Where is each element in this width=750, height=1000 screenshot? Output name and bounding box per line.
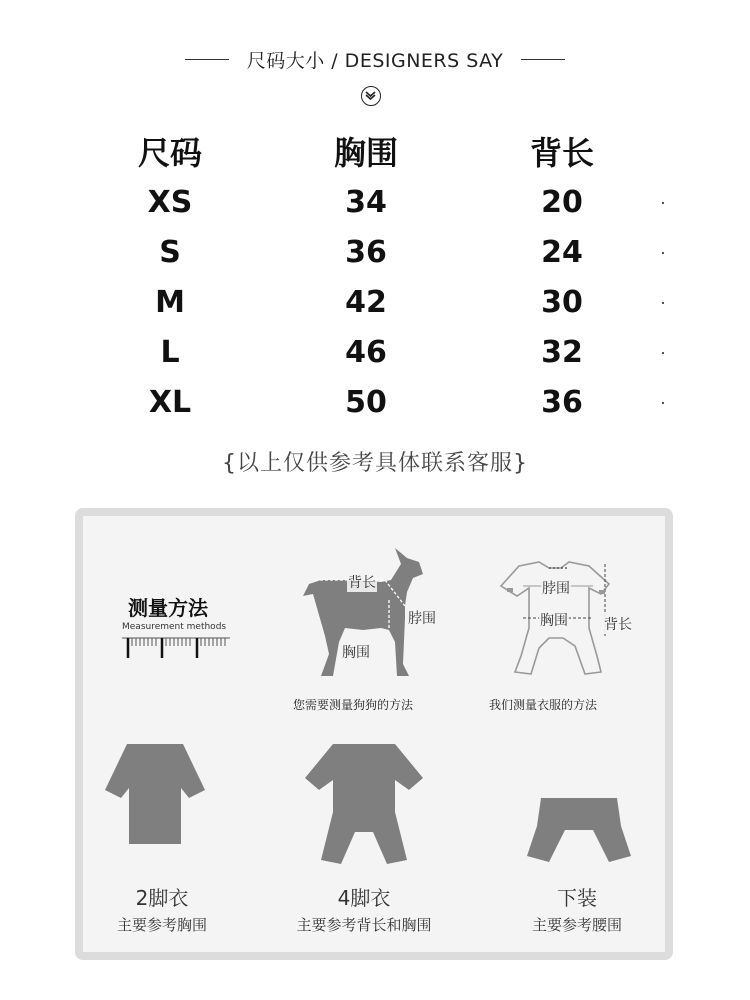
clothes-measure-diagram bbox=[489, 556, 639, 712]
table-row bbox=[0, 278, 750, 328]
header-divider-left bbox=[185, 59, 229, 60]
edge-dot bbox=[662, 252, 664, 254]
table-row bbox=[0, 228, 750, 278]
edge-dot bbox=[662, 402, 664, 404]
garment-desc: 主要参考胸围 bbox=[116, 916, 207, 934]
garment-desc: 主要参考背长和胸围 bbox=[296, 916, 432, 934]
column-header-chest: 胸围 bbox=[333, 134, 398, 172]
chest-cell: 50 bbox=[345, 385, 387, 420]
chevron-down-icon bbox=[361, 86, 381, 106]
size-cell: XL bbox=[148, 385, 192, 420]
chest-label: 胸围 bbox=[539, 610, 569, 630]
size-table-header bbox=[0, 128, 750, 178]
back-length-label: 背长 bbox=[347, 572, 377, 592]
edge-dot bbox=[662, 202, 664, 204]
chest-cell: 34 bbox=[345, 185, 387, 220]
table-row bbox=[0, 378, 750, 428]
edge-dot bbox=[662, 352, 664, 354]
table-row bbox=[0, 178, 750, 228]
size-cell: M bbox=[155, 285, 185, 320]
measurement-panel bbox=[75, 508, 673, 960]
four-leg-suit-icon bbox=[299, 740, 429, 868]
dog-measure-diagram bbox=[293, 544, 443, 712]
neck-label: 脖围 bbox=[407, 608, 437, 628]
chest-cell: 42 bbox=[345, 285, 387, 320]
header-title: 尺码大小 / DESIGNERS SAY bbox=[246, 50, 504, 72]
chest-label: 胸围 bbox=[341, 642, 371, 662]
back-length-cell: 24 bbox=[541, 235, 583, 270]
back-length-cell: 30 bbox=[541, 285, 583, 320]
back-length-cell: 20 bbox=[541, 185, 583, 220]
reference-note: {以上仅供参考具体联系客服} bbox=[222, 451, 528, 476]
garment-name: 下装 bbox=[557, 886, 597, 910]
dog-caption: 您需要测量狗狗的方法 bbox=[293, 698, 414, 712]
measurement-subtitle: Measurement methods bbox=[122, 622, 227, 632]
garment-name: 2脚衣 bbox=[135, 886, 189, 910]
neck-label: 脖围 bbox=[541, 578, 571, 598]
pants-icon bbox=[527, 796, 631, 866]
measurement-title: 测量方法 bbox=[128, 596, 208, 620]
chest-cell: 46 bbox=[345, 335, 387, 370]
table-row bbox=[0, 328, 750, 378]
chest-cell: 36 bbox=[345, 235, 387, 270]
size-cell: XS bbox=[147, 185, 193, 220]
back-length-cell: 36 bbox=[541, 385, 583, 420]
header-divider-right bbox=[521, 59, 565, 60]
section-header bbox=[0, 46, 750, 73]
two-leg-shirt-icon bbox=[105, 740, 205, 850]
size-table bbox=[0, 128, 750, 428]
garment-name: 4脚衣 bbox=[337, 886, 391, 910]
clothes-caption: 我们测量衣服的方法 bbox=[489, 698, 598, 712]
column-header-size: 尺码 bbox=[137, 134, 202, 172]
size-cell: L bbox=[160, 335, 180, 370]
column-header-back-length: 背长 bbox=[529, 134, 594, 172]
edge-dot bbox=[662, 302, 664, 304]
ruler-icon bbox=[122, 634, 242, 660]
back-length-label: 背长 bbox=[603, 614, 633, 634]
back-length-cell: 32 bbox=[541, 335, 583, 370]
size-cell: S bbox=[159, 235, 181, 270]
garment-desc: 主要参考腰围 bbox=[531, 916, 622, 934]
